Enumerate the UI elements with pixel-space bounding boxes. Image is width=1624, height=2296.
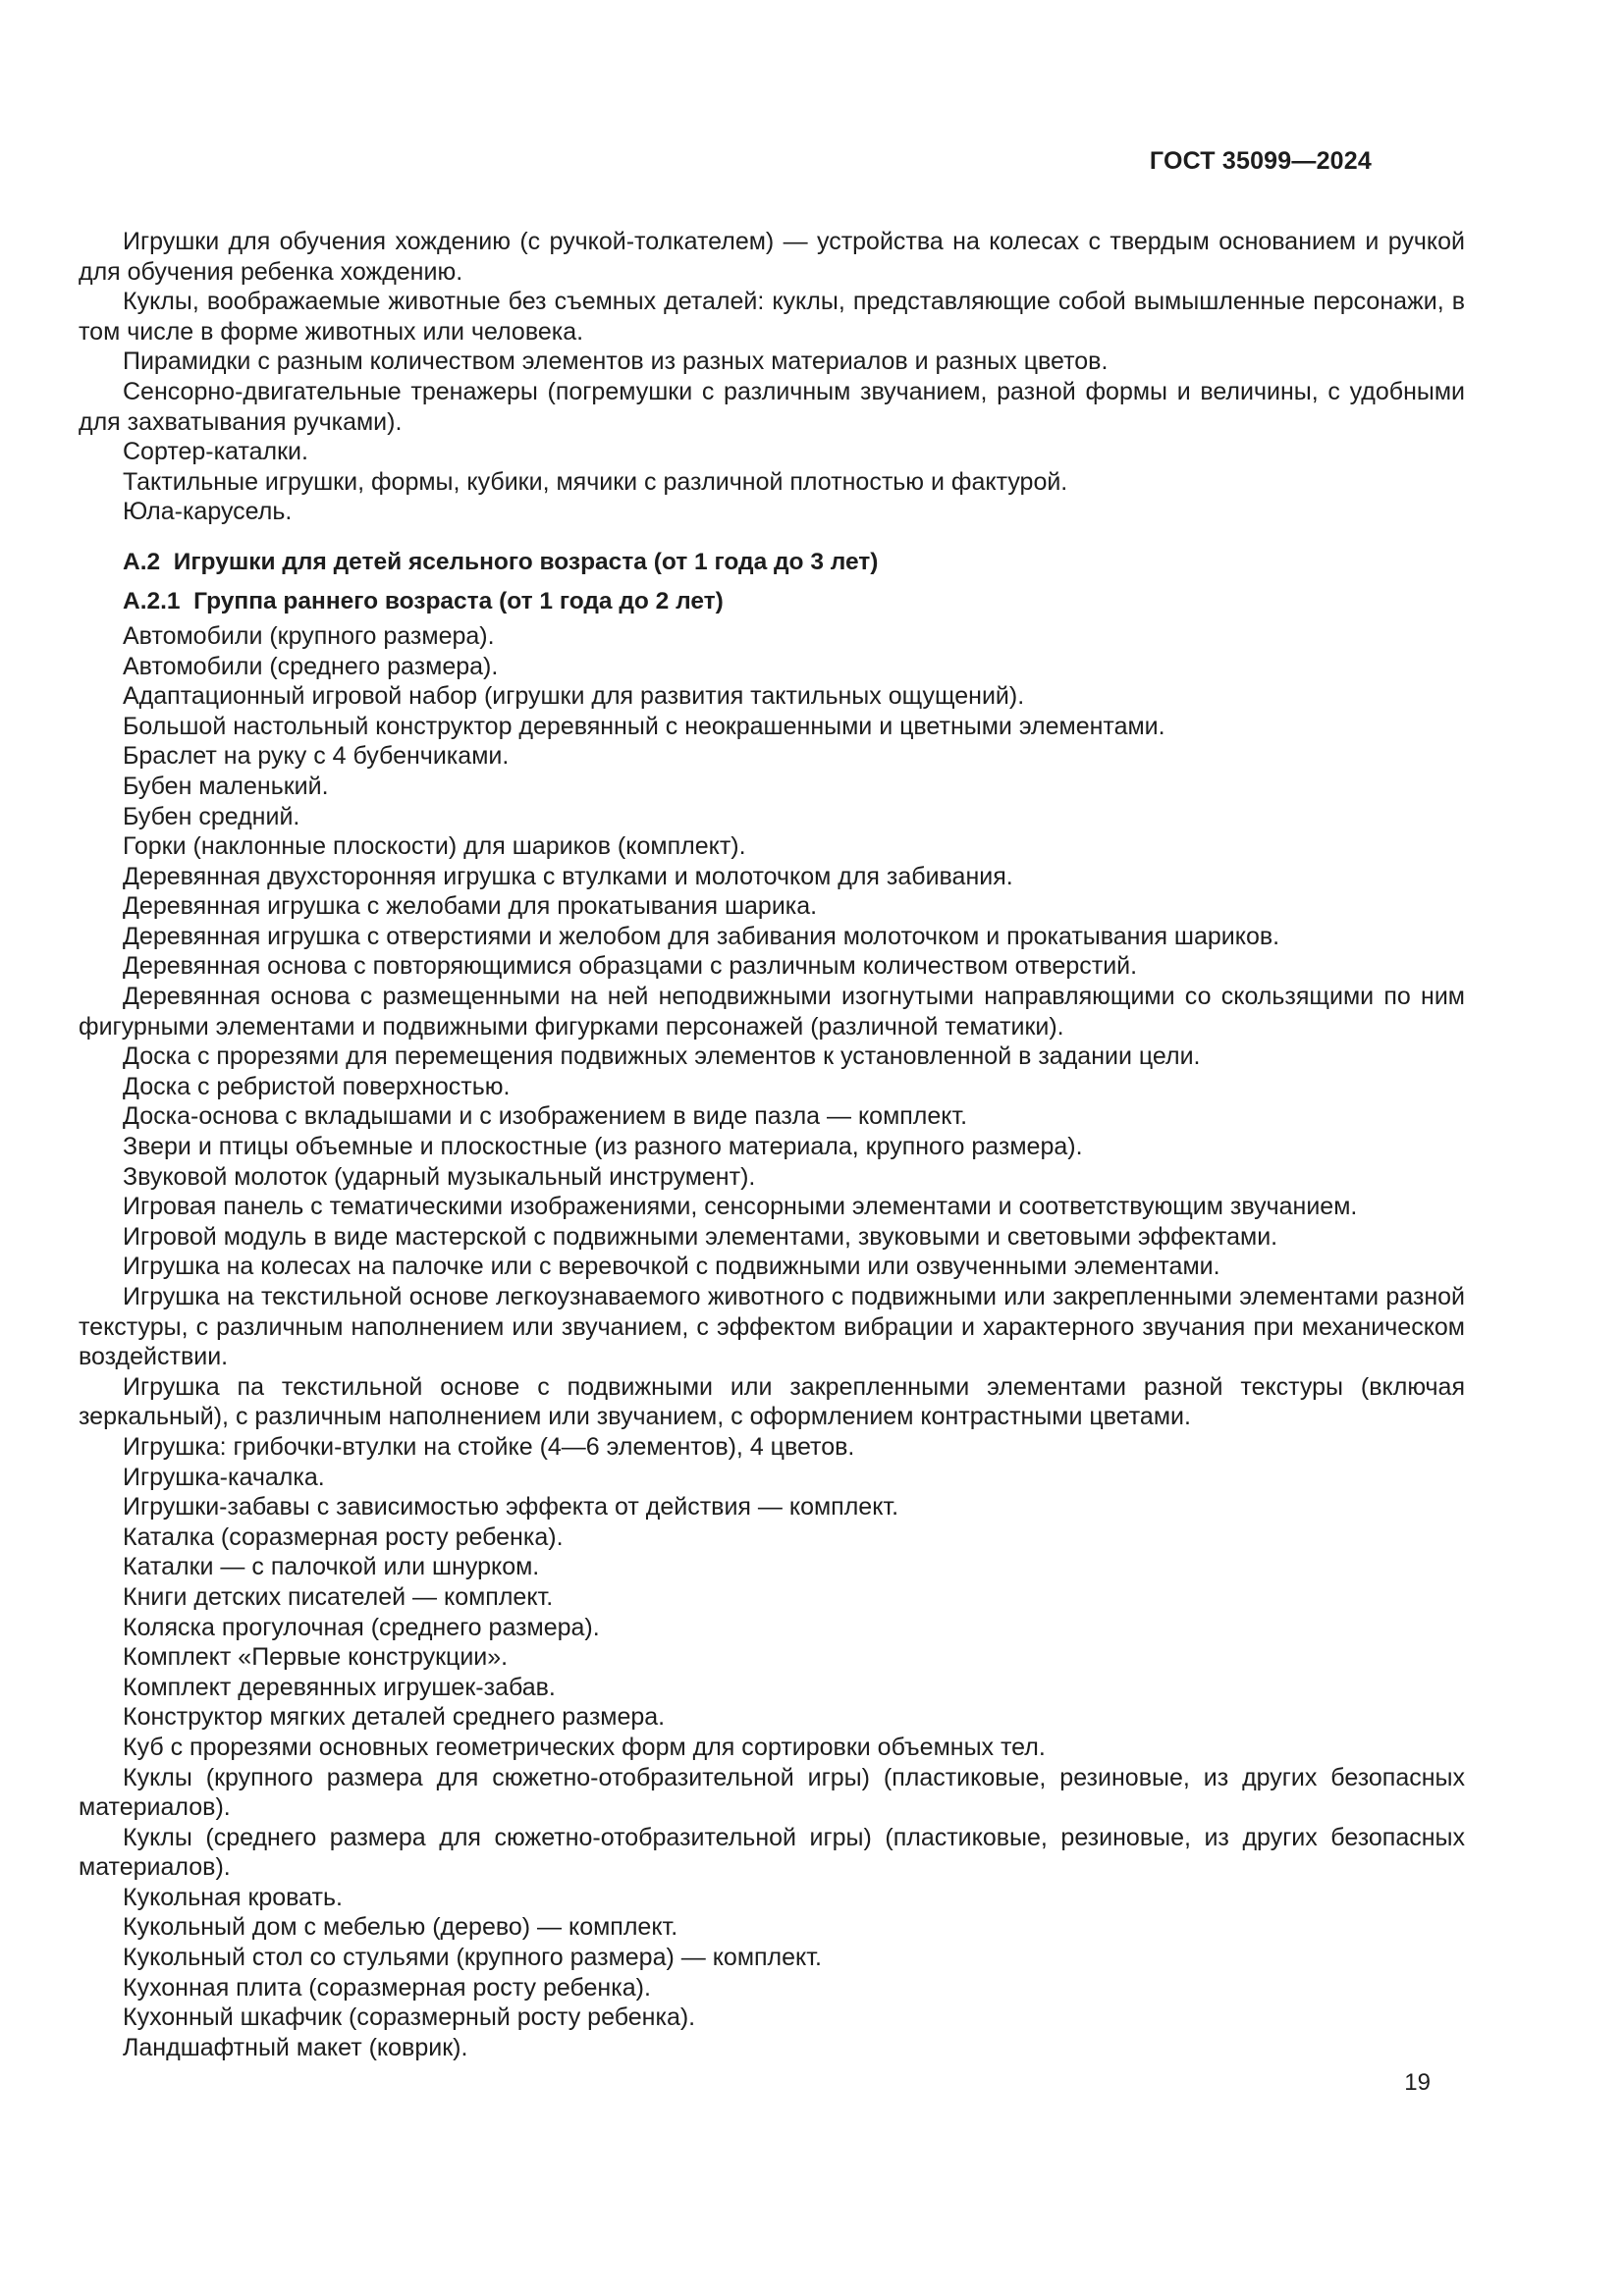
list-item: Ландшафтный макет (коврик). [123,2033,468,2061]
list-item: Кукольная кровать. [123,1883,343,1911]
list-item: Куклы (среднего размера для сюжетно-отобразительной игры) (пластиковые, резиновые, из других безопасных материалов). [79,1823,1465,1882]
list-item: Браслет на руку с 4 бубенчиками. [123,742,510,771]
list-item: Деревянная основа с размещенными на ней неподвижными изогнутыми направляющими со скользящими по ним фигурными элементами и подвижными фигурками персонажей (различной тематики). [79,983,1465,1041]
toy-list [79,621,1465,2063]
list-item: Игрушка-качалка. [123,1463,325,1491]
list-item: Игрушка па текстильной основе с подвижными или закрепленными элементами разной текстуры (включая зеркальный), с различным наполнением или звучанием, с оформлением контрастными цветами. [79,1372,1465,1431]
list-item: Доска-основа с вкладышами и с изображением в виде пазла — комплект. [123,1102,968,1131]
list-item: Комплект деревянных игрушек-забав. [123,1673,556,1701]
list-item: Игрушки-забавы с зависимостью эффекта от действия — комплект. [123,1493,899,1522]
paragraph: Сенсорно-двигательные тренажеры (погремушки с различным звучанием, разной формы и величины, с удобными для захватывания ручками). [79,377,1465,436]
list-item: Деревянная основа с повторяющимися образцами с различным количеством отверстий. [123,952,1138,981]
list-item: Звери и птицы объемные и плоскостные (из разного материала, крупного размера). [123,1133,1083,1161]
list-item: Кухонная плита (соразмерная росту ребенка). [123,1973,651,2002]
paragraph: Куклы, воображаемые животные без съемных деталей: куклы, представляющие собой вымышленные персонажи, в том числе в форме животных или человека. [79,288,1465,346]
list-item: Деревянная двухсторонняя игрушка с втулками и молоточком для забивания. [123,862,1013,890]
list-item: Игрушка: грибочки-втулки на стойке (4—6 элементов), 4 цветов. [123,1432,855,1461]
list-item: Деревянная игрушка с желобами для прокатывания шарика. [123,892,818,921]
list-item: Кукольный дом с мебелью (дерево) — комплект. [123,1913,678,1942]
section-heading-a2-1: А.2.1 Группа раннего возраста (от 1 года до 2 лет) [123,587,724,614]
list-item: Книги детских писателей — комплект. [123,1582,554,1611]
page-number: 19 [1404,2069,1431,2096]
list-item: Игрушка на колесах на палочке или с веревочкой с подвижными или озвученными элементами. [123,1253,1220,1281]
list-item: Бубен средний. [123,802,300,830]
list-item: Куб с прорезями основных геометрических форм для сортировки объемных тел. [123,1733,1046,1761]
list-item: Конструктор мягких деталей среднего размера. [123,1703,666,1732]
list-item: Игровой модуль в виде мастерской с подвижными элементами, звуковыми и световыми эффектами. [123,1222,1278,1251]
paragraph: Пирамидки с разным количеством элементов из разных материалов и разных цветов. [123,347,1109,376]
list-item: Каталки — с палочкой или шнурком. [123,1553,540,1581]
list-item: Доска с прорезями для перемещения подвижных элементов к установленной в задании цели. [123,1042,1201,1071]
list-item: Адаптационный игровой набор (игрушки для развития тактильных ощущений). [123,682,1025,711]
list-item: Большой настольный конструктор деревянный с неокрашенными и цветными элементами. [123,712,1165,740]
paragraph: Тактильные игрушки, формы, кубики, мячики с различной плотностью и фактурой. [123,467,1068,496]
page-content [79,227,1465,2062]
list-item: Куклы (крупного размера для сюжетно-отобразительной игры) (пластиковые, резиновые, из других безопасных материалов). [79,1763,1465,1822]
list-item: Автомобили (крупного размера). [123,621,495,650]
list-item: Комплект «Первые конструкции». [123,1643,509,1672]
list-item: Доска с ребристой поверхностью. [123,1072,511,1100]
section-heading-a2: А.2 Игрушки для детей ясельного возраста (от 1 года до 3 лет) [123,548,879,575]
list-item: Каталка (соразмерная росту ребенка). [123,1522,564,1551]
list-item: Автомобили (среднего размера). [123,652,499,680]
list-item: Кухонный шкафчик (соразмерный росту ребенка). [123,2003,696,2032]
intro-paragraphs [79,227,1465,527]
list-item: Звуковой молоток (ударный музыкальный инструмент). [123,1162,756,1191]
list-item: Деревянная игрушка с отверстиями и желобом для забивания молоточком и прокатывания шариков. [123,922,1280,950]
paragraph: Игрушки для обучения хождению (с ручкой-толкателем) — устройства на колесах с твердым основанием и ручкой для обучения ребенка хождению. [79,228,1465,286]
paragraph: Сортер-каталки. [123,438,308,466]
list-item: Коляска прогулочная (среднего размера). [123,1613,600,1641]
list-item: Бубен маленький. [123,772,329,800]
standard-number-header: ГОСТ 35099—2024 [1149,147,1372,175]
list-item: Кукольный стол со стульями (крупного размера) — комплект. [123,1944,822,1972]
paragraph: Юла-карусель. [123,498,293,526]
list-item: Игровая панель с тематическими изображениями, сенсорными элементами и соответствующим звучанием. [123,1193,1358,1221]
list-item: Горки (наклонные плоскости) для шариков (комплект). [123,832,746,861]
list-item: Игрушка на текстильной основе легкоузнаваемого животного с подвижными или закрепленными элементами разной текстуры, с различным наполнением или звучанием, с эффектом вибрации и характерного звучания при механическом воздействии. [79,1283,1465,1371]
